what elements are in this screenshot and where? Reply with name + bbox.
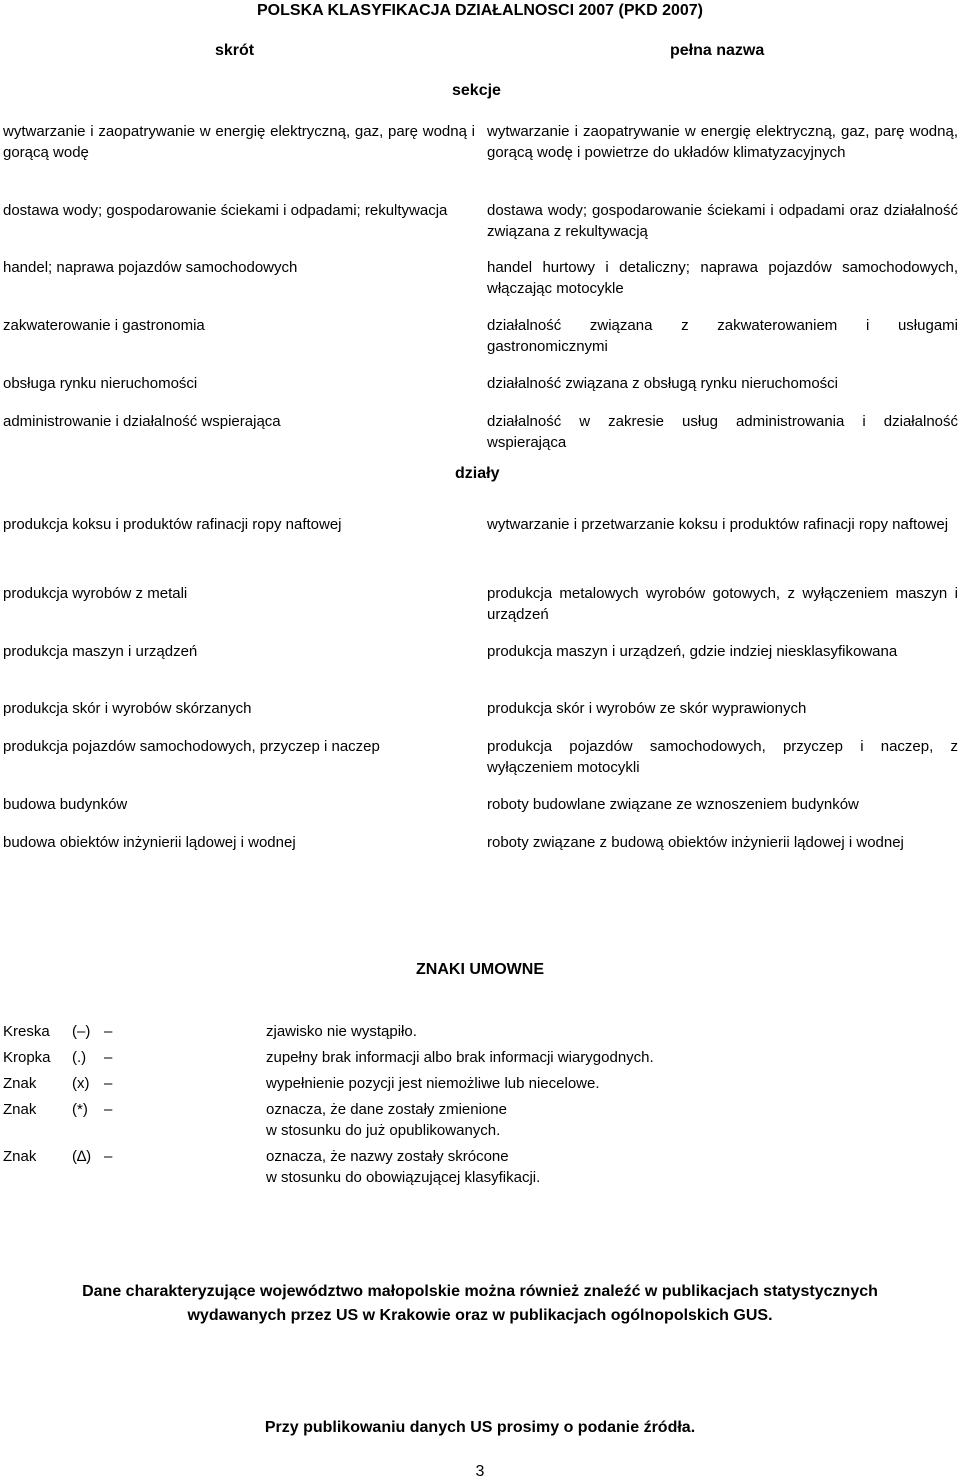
- section-short-5: obsługa rynku nieruchomości: [3, 375, 198, 392]
- legend-dash-1: –: [104, 1023, 113, 1040]
- legend-kind-2: Kropka: [3, 1049, 51, 1066]
- legend-symbol-3: (x): [72, 1075, 90, 1092]
- legend-meaning-5b: w stosunku do obowiązującej klasyfikacji.: [266, 1169, 541, 1186]
- note-line-1: Dane charakteryzujące województwo małopolskie można również znaleźć w publikacjach statystycznych: [82, 1283, 878, 1300]
- legend-dash-4: –: [104, 1101, 113, 1118]
- section-short-3: handel; naprawa pojazdów samochodowych: [3, 259, 298, 276]
- section-full-2: dostawa wody; gospodarowanie ściekami i odpadami oraz działalność związana z rekultywacją: [487, 202, 958, 240]
- header-full: pełna nazwa: [670, 42, 765, 59]
- legend-dash-5: –: [104, 1148, 113, 1165]
- section-full-4: działalność związana z zakwaterowaniem i usługami gastronomicznymi: [487, 317, 958, 355]
- legend-kind-5: Znak: [3, 1148, 37, 1165]
- note-line-2: wydawanych przez US w Krakowie oraz w publikacjach ogólnopolskich GUS.: [187, 1307, 773, 1324]
- legend-kind-3: Znak: [3, 1075, 37, 1092]
- division-short-7: budowa obiektów inżynierii lądowej i wodnej: [3, 834, 296, 851]
- legend-dash-2: –: [104, 1049, 113, 1066]
- section-full-1: wytwarzanie i zaopatrywanie w energię elektryczną, gaz, parę wodną, gorącą wodę i powietrze do układów klimatyzacyjnych: [487, 123, 958, 161]
- section-full-5: działalność związana z obsługą rynku nieruchomości: [487, 375, 839, 392]
- section-short-2: dostawa wody; gospodarowanie ściekami i odpadami; rekultywacja: [3, 202, 448, 219]
- division-short-3: produkcja maszyn i urządzeń: [3, 643, 198, 660]
- legend-kind-1: Kreska: [3, 1023, 50, 1040]
- legend-symbol-1: (–): [72, 1023, 91, 1040]
- section-full-3: handel hurtowy i detaliczny; naprawa pojazdów samochodowych, włączając motocykle: [487, 259, 958, 297]
- division-full-1: wytwarzanie i przetwarzanie koksu i produktów rafinacji ropy naftowej: [487, 516, 949, 533]
- division-full-4: produkcja skór i wyrobów ze skór wyprawionych: [487, 700, 807, 717]
- division-full-6: roboty budowlane związane ze wznoszeniem budynków: [487, 796, 859, 813]
- legend-kind-4: Znak: [3, 1101, 37, 1118]
- legend-meaning-4b: w stosunku do już opublikowanych.: [266, 1122, 501, 1139]
- section-full-6: działalność w zakresie usług administrowania i działalność wspierająca: [487, 413, 958, 451]
- division-full-3: produkcja maszyn i urządzeń, gdzie indziej niesklasyfikowana: [487, 643, 898, 660]
- legend-title: ZNAKI UMOWNE: [416, 961, 544, 978]
- division-short-5: produkcja pojazdów samochodowych, przyczep i naczep: [3, 738, 380, 755]
- legend-meaning-3: wypełnienie pozycji jest niemożliwe lub niecelowe.: [266, 1075, 600, 1092]
- legend-meaning-5a: oznacza, że nazwy zostały skrócone: [266, 1148, 509, 1165]
- division-short-6: budowa budynków: [3, 796, 128, 813]
- legend-symbol-4: (*): [72, 1101, 88, 1118]
- legend-symbol-2: (.): [72, 1049, 87, 1066]
- header-short: skrót: [215, 42, 255, 59]
- section-short-1: wytwarzanie i zaopatrywanie w energię elektryczną, gaz, parę wodną i gorącą wodę: [3, 123, 475, 161]
- section-short-6: administrowanie i działalność wspierająca: [3, 413, 281, 430]
- legend-symbol-5: (∆): [72, 1148, 92, 1165]
- citation-note: Przy publikowaniu danych US prosimy o podanie źródła.: [264, 1419, 696, 1436]
- division-short-2: produkcja wyrobów z metali: [3, 585, 188, 602]
- legend-meaning-4a: oznacza, że dane zostały zmienione: [266, 1101, 507, 1118]
- division-full-5: produkcja pojazdów samochodowych, przyczep i naczep, z wyłączeniem motocykli: [487, 738, 958, 776]
- page-title: POLSKA KLASYFIKACJA DZIAŁALNOSCI 2007 (PKD 2007): [257, 2, 703, 19]
- division-full-7: roboty związane z budową obiektów inżynierii lądowej i wodnej: [487, 834, 904, 851]
- division-short-4: produkcja skór i wyrobów skórzanych: [3, 700, 252, 717]
- header-divisions: działy: [455, 465, 500, 482]
- division-short-1: produkcja koksu i produktów rafinacji ropy naftowej: [3, 516, 342, 533]
- legend-meaning-2: zupełny brak informacji albo brak informacji wiarygodnych.: [266, 1049, 654, 1066]
- legend-dash-3: –: [104, 1075, 113, 1092]
- section-short-4: zakwaterowanie i gastronomia: [3, 317, 205, 334]
- page-number: 3: [475, 1463, 485, 1480]
- header-sections: sekcje: [452, 82, 501, 99]
- division-full-2: produkcja metalowych wyrobów gotowych, z wyłączeniem maszyn i urządzeń: [487, 585, 958, 623]
- legend-meaning-1: zjawisko nie wystąpiło.: [266, 1023, 417, 1040]
